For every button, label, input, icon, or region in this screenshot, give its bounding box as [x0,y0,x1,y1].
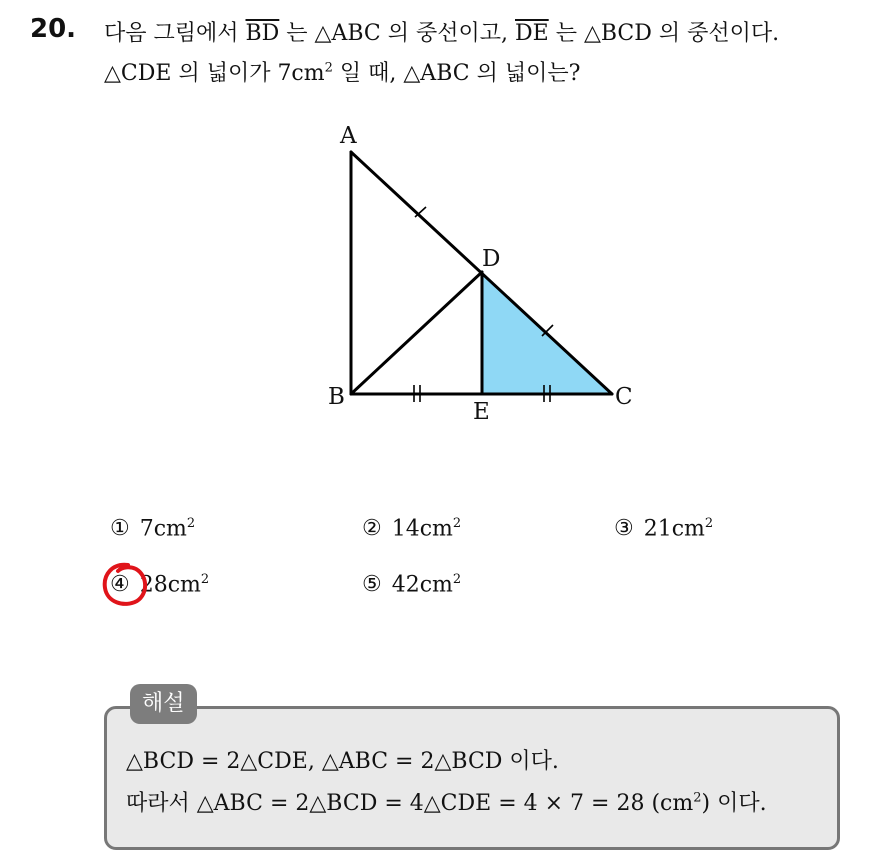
choice-4-sup: 2 [200,572,210,587]
q2-text-b: 일 때, △ABC 의 넓이는? [332,61,581,86]
choice-1-number: ① [110,516,130,542]
choice-5-number: ⑤ [362,572,382,598]
choice-5[interactable] [362,572,461,597]
solution-line1: △BCD = 2△CDE, △ABC = 2△BCD 이다. [126,749,559,774]
q1-text-c: 는 △BCD 의 중선이다. [548,21,780,46]
choice-3-value: 21cm [643,516,705,542]
q1-text-a: 다음 그림에서 [104,21,246,46]
choice-3[interactable] [614,516,713,541]
q1-text-b: 는 △ABC 의 중선이고, [279,21,515,46]
segment-bd: $\overline{BD}$ [245,21,280,46]
question-text-line2 [104,56,580,87]
answer-circle-mark [98,558,154,614]
choice-5-sup: 2 [452,572,462,587]
label-d: D [482,246,501,272]
solution-tab: 해설 [130,684,197,724]
solution-line2 [126,786,767,817]
choice-1-sup: 2 [186,516,196,531]
choice-4-value: 28cm [139,572,201,598]
choice-2-number: ② [362,516,382,542]
choice-1[interactable] [110,516,195,541]
choice-5-value: 42cm [391,572,453,598]
choice-3-number: ③ [614,516,634,542]
choice-4-number: ④ [110,572,130,598]
label-b: B [328,384,345,410]
question-number: 20. [30,14,77,44]
question-text-line1 [104,16,779,47]
solution-box [104,706,840,850]
label-a: A [340,123,357,149]
choice-2[interactable] [362,516,461,541]
label-c: C [615,384,633,410]
choice-3-sup: 2 [704,516,714,531]
sol2-text-a: 따라서 △ABC = 2△BCD = 4△CDE = 4 × 7 = 28 (cm [126,791,694,816]
q2-sup: 2 [324,60,333,76]
sol2-sup: 2 [693,790,702,806]
choice-2-sup: 2 [452,516,462,531]
choice-2-value: 14cm [391,516,453,542]
segment-de: $\overline{DE}$ [515,21,549,46]
label-e: E [473,399,490,425]
choice-1-value: 7cm [139,516,187,542]
sol2-text-b: ) 이다. [701,791,767,816]
q2-text-a: △CDE 의 넓이가 7cm [104,61,325,86]
segment-bd-line [351,272,482,394]
triangle-figure [310,110,640,430]
